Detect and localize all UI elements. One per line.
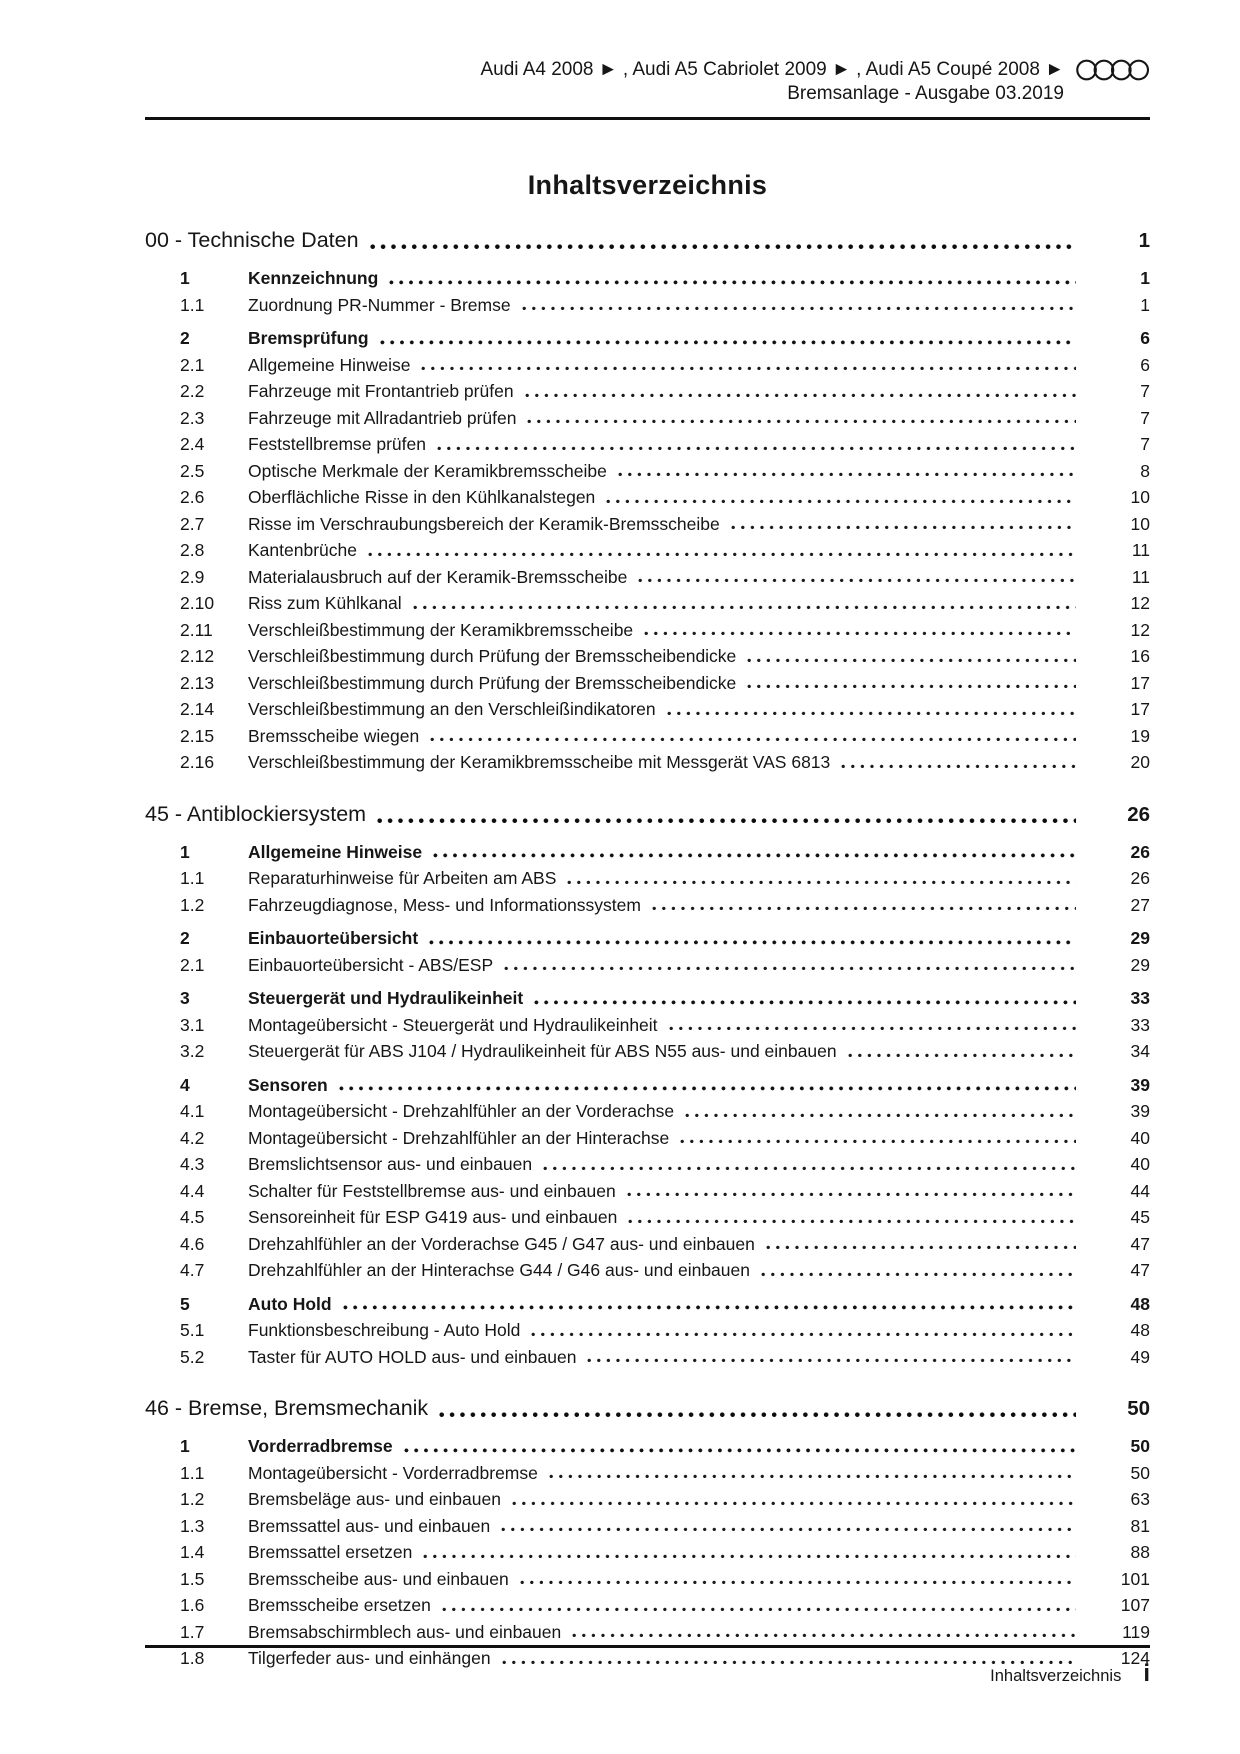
toc-section-header bbox=[145, 223, 1150, 258]
dot-leader bbox=[652, 906, 1076, 911]
toc-entry bbox=[145, 1592, 1150, 1619]
dot-leader bbox=[685, 1113, 1076, 1118]
toc-entry bbox=[145, 617, 1150, 644]
dot-leader bbox=[380, 340, 1076, 345]
entry-number: 1.1 bbox=[180, 1462, 205, 1483]
entry-number: 1.2 bbox=[180, 894, 205, 915]
entry-title: Bremsscheibe aus- und einbauen bbox=[248, 1568, 509, 1589]
toc-entry bbox=[145, 1291, 1150, 1318]
entry-title: Montageübersicht - Vorderradbremse bbox=[248, 1462, 538, 1483]
toc-entry bbox=[145, 511, 1150, 538]
entry-page-number: 7 bbox=[1140, 434, 1150, 454]
entry-page-number: 6 bbox=[1140, 354, 1150, 375]
entry-number: 2.7 bbox=[180, 513, 205, 534]
entry-page-number: 48 bbox=[1130, 1293, 1150, 1314]
toc-entries bbox=[145, 839, 1150, 1371]
entry-title: Einbauorteübersicht bbox=[248, 928, 419, 948]
entry-page-number: 63 bbox=[1130, 1489, 1150, 1509]
toc-entry bbox=[145, 865, 1150, 892]
toc-entry bbox=[145, 952, 1150, 979]
entry-page-number: 39 bbox=[1130, 1101, 1150, 1121]
toc-entry bbox=[145, 925, 1150, 952]
entry-number: 2.12 bbox=[180, 646, 215, 666]
dot-leader bbox=[761, 1272, 1076, 1277]
dot-leader bbox=[731, 525, 1076, 530]
toc-entry bbox=[145, 378, 1150, 405]
dot-leader bbox=[525, 393, 1076, 398]
toc-entry bbox=[145, 1460, 1150, 1487]
entry-title: Fahrzeuge mit Frontantrieb prüfen bbox=[248, 381, 514, 401]
toc-entry bbox=[145, 1344, 1150, 1371]
entry-page-number: 12 bbox=[1130, 593, 1150, 613]
entry-title: Steuergerät für ABS J104 / Hydraulikeinheit für ABS N55 aus- und einbauen bbox=[248, 1041, 837, 1061]
toc-entry bbox=[145, 1619, 1150, 1646]
footer-page-number: i bbox=[1143, 1660, 1150, 1687]
entry-title: Riss zum Kühlkanal bbox=[248, 593, 402, 613]
toc-entry bbox=[145, 484, 1150, 511]
toc-entry bbox=[145, 352, 1150, 379]
footer-divider bbox=[145, 1645, 1150, 1648]
section-page-number: 26 bbox=[1127, 802, 1150, 826]
entry-page-number: 16 bbox=[1130, 646, 1150, 666]
section-label: 00 - Technische Daten bbox=[145, 228, 359, 252]
entry-number: 1.5 bbox=[180, 1568, 205, 1589]
toc-entry bbox=[145, 537, 1150, 564]
toc-entry bbox=[145, 325, 1150, 352]
toc-entry bbox=[145, 1098, 1150, 1125]
toc-entry bbox=[145, 1151, 1150, 1178]
entry-number: 4.2 bbox=[180, 1127, 205, 1148]
section-label: 46 - Bremse, Bremsmechanik bbox=[145, 1396, 429, 1420]
dot-leader bbox=[747, 658, 1076, 663]
entry-title: Verschleißbestimmung durch Prüfung der Bremsscheibendicke bbox=[248, 672, 737, 693]
entry-title: Oberflächliche Risse in den Kühlkanalstegen bbox=[248, 487, 596, 507]
dot-leader bbox=[389, 280, 1076, 285]
entry-title: Fahrzeuge mit Allradantrieb prüfen bbox=[248, 407, 517, 428]
entry-number: 5 bbox=[180, 1293, 190, 1314]
toc-entry bbox=[145, 696, 1150, 723]
entry-page-number: 40 bbox=[1130, 1127, 1150, 1148]
entry-page-number: 10 bbox=[1130, 487, 1150, 507]
entry-title: Schalter für Feststellbremse aus- und einbauen bbox=[248, 1180, 616, 1201]
toc-entry bbox=[145, 1539, 1150, 1566]
dot-leader bbox=[669, 1026, 1076, 1031]
toc-entry bbox=[145, 985, 1150, 1012]
dot-leader bbox=[404, 1448, 1076, 1453]
entry-title: Auto Hold bbox=[248, 1293, 332, 1314]
dot-leader bbox=[667, 711, 1076, 716]
entry-number: 2.2 bbox=[180, 381, 205, 401]
entry-page-number: 26 bbox=[1130, 841, 1150, 862]
entry-page-number: 47 bbox=[1130, 1260, 1150, 1280]
page-header bbox=[145, 0, 1150, 110]
entry-number: 2.8 bbox=[180, 540, 205, 560]
entry-page-number: 101 bbox=[1120, 1568, 1150, 1589]
entry-page-number: 11 bbox=[1131, 540, 1150, 560]
entry-page-number: 26 bbox=[1130, 868, 1150, 888]
toc-entry bbox=[145, 643, 1150, 670]
entry-number: 2.1 bbox=[180, 354, 205, 375]
footer-label: Inhaltsverzeichnis bbox=[990, 1667, 1122, 1685]
dot-leader bbox=[429, 940, 1076, 945]
dot-leader bbox=[549, 1474, 1076, 1479]
page-title: Inhaltsverzeichnis bbox=[527, 170, 768, 200]
entry-title: Kantenbrüche bbox=[248, 540, 357, 560]
toc-entry bbox=[145, 1231, 1150, 1258]
entry-title: Optische Merkmale der Keramikbremsscheibe bbox=[248, 460, 607, 481]
dot-leader bbox=[618, 472, 1076, 477]
entry-number: 3 bbox=[180, 988, 190, 1008]
entry-page-number: 12 bbox=[1130, 619, 1150, 640]
entry-number: 1.3 bbox=[180, 1515, 205, 1536]
toc-entry bbox=[145, 1317, 1150, 1344]
entry-title: Taster für AUTO HOLD aus- und einbauen bbox=[248, 1346, 577, 1367]
dot-leader bbox=[606, 499, 1076, 504]
toc-entry bbox=[145, 1038, 1150, 1065]
toc-entry bbox=[145, 839, 1150, 866]
dot-leader bbox=[527, 419, 1076, 424]
entry-title: Steuergerät und Hydraulikeinheit bbox=[248, 988, 524, 1008]
dot-leader bbox=[522, 306, 1076, 311]
entry-number: 2.4 bbox=[180, 434, 205, 454]
entry-number: 4.4 bbox=[180, 1180, 205, 1201]
toc-entries bbox=[145, 265, 1150, 776]
toc-entry bbox=[145, 431, 1150, 458]
toc-entry bbox=[145, 405, 1150, 432]
entry-page-number: 33 bbox=[1130, 1014, 1150, 1035]
entry-page-number: 6 bbox=[1140, 328, 1150, 348]
toc-entry bbox=[145, 1204, 1150, 1231]
entry-title: Verschleißbestimmung der Keramikbremsscheibe mit Messgerät VAS 6813 bbox=[248, 752, 831, 772]
dot-leader bbox=[433, 853, 1076, 858]
entry-page-number: 39 bbox=[1130, 1074, 1150, 1095]
entry-number: 2.16 bbox=[180, 752, 215, 772]
entry-title: Verschleißbestimmung der Keramikbremsscheibe bbox=[248, 619, 634, 640]
entry-title: Verschleißbestimmung an den Verschleißindikatoren bbox=[248, 699, 656, 719]
entry-page-number: 17 bbox=[1130, 672, 1150, 693]
section-page-number: 1 bbox=[1138, 229, 1150, 252]
toc-section bbox=[145, 223, 1150, 776]
dot-leader bbox=[377, 818, 1076, 824]
audi-rings-icon bbox=[1076, 56, 1150, 84]
entry-number: 1.1 bbox=[180, 868, 205, 888]
entry-title: Montageübersicht - Drehzahlfühler an der Vorderachse bbox=[248, 1101, 675, 1121]
entry-title: Sensoren bbox=[248, 1074, 328, 1095]
entry-title: Bremsabschirmblech aus- und einbauen bbox=[248, 1621, 562, 1642]
entry-title: Drehzahlfühler an der Vorderachse G45 / G47 aus- und einbauen bbox=[248, 1233, 755, 1254]
entry-number: 4.3 bbox=[180, 1154, 205, 1174]
page-footer bbox=[990, 1660, 1150, 1688]
entry-number: 5.1 bbox=[180, 1320, 205, 1340]
dot-leader bbox=[543, 1166, 1076, 1171]
toc-entry bbox=[145, 265, 1150, 292]
entry-title: Bremsscheibe wiegen bbox=[248, 725, 420, 746]
toc-entry bbox=[145, 1072, 1150, 1099]
dot-leader bbox=[439, 1412, 1076, 1418]
entry-number: 1.7 bbox=[180, 1621, 205, 1642]
entry-title: Drehzahlfühler an der Hinterachse G44 / G46 aus- und einbauen bbox=[248, 1260, 750, 1280]
toc-entry bbox=[145, 458, 1150, 485]
dot-leader bbox=[370, 244, 1076, 250]
toc-entry bbox=[145, 1012, 1150, 1039]
entry-number: 2.13 bbox=[180, 672, 215, 693]
entry-page-number: 124 bbox=[1120, 1648, 1150, 1668]
entry-page-number: 119 bbox=[1122, 1621, 1150, 1642]
entry-number: 3.1 bbox=[180, 1014, 205, 1035]
entry-title: Sensoreinheit für ESP G419 aus- und einbauen bbox=[248, 1207, 618, 1227]
entry-number: 4.1 bbox=[180, 1101, 205, 1121]
entry-title: Bremsscheibe ersetzen bbox=[248, 1595, 431, 1615]
entry-number: 3.2 bbox=[180, 1041, 205, 1061]
table-of-contents bbox=[145, 223, 1150, 1672]
entry-number: 2 bbox=[180, 328, 190, 348]
entry-page-number: 45 bbox=[1130, 1207, 1150, 1227]
toc-entry bbox=[145, 1125, 1150, 1152]
entry-page-number: 29 bbox=[1130, 928, 1150, 948]
entry-page-number: 10 bbox=[1130, 513, 1150, 534]
header-models-line: Audi A4 2008 ► , Audi A5 Cabriolet 2009 ► , Audi A5 Coupé 2008 ► bbox=[480, 58, 1064, 80]
entry-number: 1 bbox=[180, 841, 190, 862]
entry-page-number: 33 bbox=[1130, 988, 1150, 1008]
entry-page-number: 20 bbox=[1130, 752, 1150, 772]
entry-title: Allgemeine Hinweise bbox=[248, 354, 411, 375]
entry-number: 1 bbox=[180, 1436, 190, 1456]
entry-title: Tilgerfeder aus- und einhängen bbox=[248, 1648, 491, 1668]
entry-number: 4.5 bbox=[180, 1207, 205, 1227]
toc-section-header bbox=[145, 797, 1150, 832]
dot-leader bbox=[627, 1192, 1076, 1197]
dot-leader bbox=[430, 737, 1076, 742]
dot-leader bbox=[567, 880, 1076, 885]
toc-section bbox=[145, 1391, 1150, 1672]
entry-title: Risse im Verschraubungsbereich der Keramik-Bremsscheibe bbox=[248, 513, 720, 534]
toc-entry bbox=[145, 749, 1150, 776]
entry-page-number: 34 bbox=[1130, 1041, 1150, 1061]
toc-entry bbox=[145, 292, 1150, 319]
dot-leader bbox=[531, 1332, 1076, 1337]
entry-page-number: 17 bbox=[1130, 699, 1150, 719]
dot-leader bbox=[339, 1086, 1076, 1091]
dot-leader bbox=[587, 1358, 1076, 1363]
entry-page-number: 88 bbox=[1130, 1542, 1150, 1562]
entry-number: 2.5 bbox=[180, 460, 205, 481]
toc-entry bbox=[145, 1433, 1150, 1460]
entry-number: 2 bbox=[180, 928, 190, 948]
entry-title: Montageübersicht - Drehzahlfühler an der Hinterachse bbox=[248, 1127, 670, 1148]
toc-entry bbox=[145, 1513, 1150, 1540]
entry-page-number: 1 bbox=[1140, 268, 1150, 288]
toc-entry bbox=[145, 1257, 1150, 1284]
entry-number: 2.3 bbox=[180, 407, 205, 428]
entry-title: Kennzeichnung bbox=[248, 268, 379, 288]
entry-number: 1.4 bbox=[180, 1542, 205, 1562]
entry-number: 1.6 bbox=[180, 1595, 205, 1615]
entry-title: Montageübersicht - Steuergerät und Hydraulikeinheit bbox=[248, 1014, 658, 1035]
dot-leader bbox=[680, 1139, 1076, 1144]
dot-leader bbox=[343, 1305, 1076, 1310]
toc-entries bbox=[145, 1433, 1150, 1672]
toc-entry bbox=[145, 1566, 1150, 1593]
entry-title: Einbauorteübersicht - ABS/ESP bbox=[248, 954, 494, 975]
header-edition-line: Bremsanlage - Ausgabe 03.2019 bbox=[787, 83, 1064, 104]
dot-leader bbox=[437, 446, 1076, 451]
dot-leader bbox=[368, 552, 1076, 557]
section-label: 45 - Antiblockiersystem bbox=[145, 801, 367, 826]
dot-leader bbox=[628, 1219, 1076, 1224]
entry-page-number: 47 bbox=[1130, 1233, 1150, 1254]
entry-number: 5.2 bbox=[180, 1346, 205, 1367]
dot-leader bbox=[413, 605, 1076, 610]
dot-leader bbox=[766, 1245, 1076, 1250]
entry-title: Vorderradbremse bbox=[248, 1436, 393, 1456]
entry-number: 2.1 bbox=[180, 954, 205, 975]
entry-number: 4.6 bbox=[180, 1233, 205, 1254]
entry-title: Bremsbeläge aus- und einbauen bbox=[248, 1489, 501, 1509]
entry-number: 4 bbox=[180, 1074, 190, 1095]
entry-number: 1.2 bbox=[180, 1489, 205, 1509]
entry-title: Bremssattel ersetzen bbox=[248, 1542, 413, 1562]
entry-page-number: 1 bbox=[1140, 294, 1150, 315]
entry-number: 2.6 bbox=[180, 487, 205, 507]
entry-number: 2.14 bbox=[180, 699, 215, 719]
entry-number: 2.15 bbox=[180, 725, 215, 746]
header-divider bbox=[145, 117, 1150, 120]
dot-leader bbox=[572, 1633, 1076, 1638]
entry-title: Bremslichtsensor aus- und einbauen bbox=[248, 1154, 533, 1174]
entry-title: Fahrzeugdiagnose, Mess- und Informationssystem bbox=[248, 894, 641, 915]
dot-leader bbox=[520, 1580, 1076, 1585]
entry-page-number: 50 bbox=[1130, 1462, 1150, 1483]
dot-leader bbox=[534, 1000, 1076, 1005]
entry-page-number: 29 bbox=[1130, 954, 1150, 975]
dot-leader bbox=[501, 1527, 1076, 1532]
entry-page-number: 7 bbox=[1140, 407, 1150, 428]
entry-page-number: 19 bbox=[1130, 725, 1150, 746]
entry-title: Reparaturhinweise für Arbeiten am ABS bbox=[248, 868, 557, 888]
toc-section-header bbox=[145, 1391, 1150, 1426]
dot-leader bbox=[638, 578, 1076, 583]
entry-page-number: 50 bbox=[1130, 1436, 1150, 1456]
dot-leader bbox=[848, 1053, 1076, 1058]
toc-entry bbox=[145, 670, 1150, 697]
entry-page-number: 49 bbox=[1130, 1346, 1150, 1367]
entry-title: Feststellbremse prüfen bbox=[248, 434, 426, 454]
entry-page-number: 48 bbox=[1130, 1320, 1150, 1340]
entry-title: Bremsprüfung bbox=[248, 328, 369, 348]
entry-number: 2.10 bbox=[180, 593, 215, 613]
entry-page-number: 44 bbox=[1130, 1180, 1150, 1201]
dot-leader bbox=[644, 631, 1076, 636]
entry-number: 1 bbox=[180, 268, 190, 288]
toc-entry bbox=[145, 892, 1150, 919]
entry-title: Zuordnung PR-Nummer - Bremse bbox=[248, 294, 511, 315]
entry-page-number: 81 bbox=[1130, 1515, 1150, 1536]
dot-leader bbox=[841, 764, 1076, 769]
entry-page-number: 7 bbox=[1140, 381, 1150, 401]
dot-leader bbox=[504, 966, 1076, 971]
entry-page-number: 107 bbox=[1120, 1595, 1150, 1615]
dot-leader bbox=[512, 1501, 1076, 1506]
entry-page-number: 27 bbox=[1130, 894, 1150, 915]
entry-number: 2.9 bbox=[180, 566, 205, 587]
dot-leader bbox=[747, 684, 1076, 689]
toc-entry bbox=[145, 1178, 1150, 1205]
entry-number: 2.11 bbox=[180, 619, 213, 640]
entry-title: Allgemeine Hinweise bbox=[248, 841, 423, 862]
entry-number: 1.1 bbox=[180, 294, 205, 315]
entry-page-number: 11 bbox=[1131, 566, 1150, 587]
entry-title: Funktionsbeschreibung - Auto Hold bbox=[248, 1320, 521, 1340]
entry-page-number: 8 bbox=[1140, 460, 1150, 481]
dot-leader bbox=[421, 366, 1076, 371]
toc-entry bbox=[145, 1486, 1150, 1513]
toc-section bbox=[145, 797, 1150, 1371]
toc-entry bbox=[145, 590, 1150, 617]
dot-leader bbox=[442, 1607, 1076, 1612]
section-page-number: 50 bbox=[1127, 1397, 1150, 1420]
dot-leader bbox=[423, 1554, 1076, 1559]
entry-title: Bremssattel aus- und einbauen bbox=[248, 1515, 491, 1536]
entry-number: 1.8 bbox=[180, 1648, 205, 1668]
toc-entry bbox=[145, 564, 1150, 591]
entry-number: 4.7 bbox=[180, 1260, 205, 1280]
entry-title: Verschleißbestimmung durch Prüfung der Bremsscheibendicke bbox=[248, 646, 737, 666]
toc-entry bbox=[145, 723, 1150, 750]
entry-title: Materialausbruch auf der Keramik-Bremsscheibe bbox=[248, 566, 628, 587]
entry-page-number: 40 bbox=[1130, 1154, 1150, 1174]
